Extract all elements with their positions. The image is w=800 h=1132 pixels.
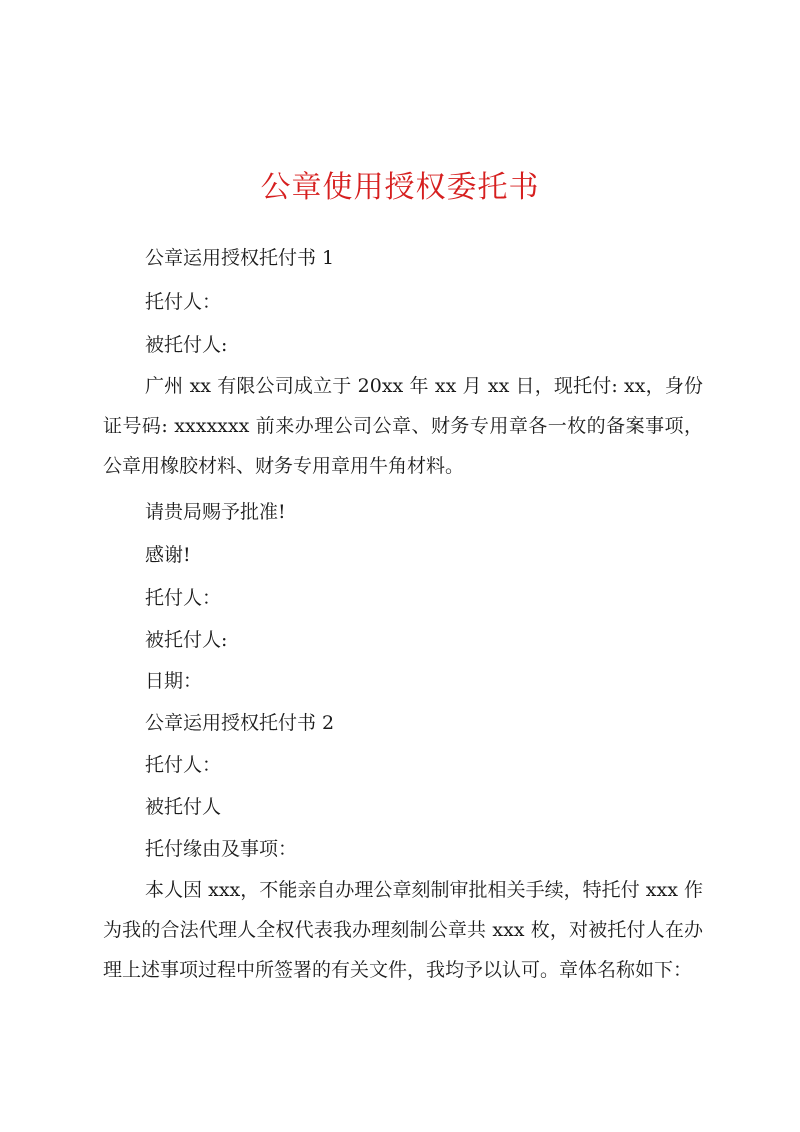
paragraph-request: 请贵局赐予批准! <box>145 501 286 523</box>
paragraph-body-2: 本人因 xxx，不能亲自办理公章刻制审批相关手续，特托付 xxx 作为我的合法代理人全权代表我办理刻制公章共 xxx 枚，对被托付人在办理上述事项过程中所签署的有关文件，我均予以认可。章体名称如下： <box>103 879 703 981</box>
section-heading-1: 公章运用授权托付书 1 <box>145 247 335 269</box>
paragraph-body: 广州 xx 有限公司成立于 20xx 年 xx 月 xx 日，现托付: xx，身份证号码: xxxxxxx 前来办理公司公章、财务专用章各一枚的备案事项，公章用橡胶材料、财务专用章用牛角材料。 <box>103 375 703 477</box>
paragraph-agent-2: 被托付人 <box>145 796 222 818</box>
paragraph-agent: 被托付人: <box>145 334 228 356</box>
document-title: 公章使用授权委托书 <box>260 170 540 205</box>
paragraph-principal-2: 托付人： <box>145 754 222 776</box>
paragraph-principal-sign: 托付人： <box>145 587 222 609</box>
paragraph-date: 日期： <box>145 670 203 692</box>
section-heading-2: 公章运用授权托付书 2 <box>145 712 335 734</box>
paragraph-principal: 托付人： <box>145 291 222 313</box>
paragraph-thanks: 感谢! <box>145 544 191 566</box>
paragraph-reason-heading: 托付缘由及事项： <box>145 838 298 860</box>
paragraph-agent-sign: 被托付人: <box>145 629 228 651</box>
